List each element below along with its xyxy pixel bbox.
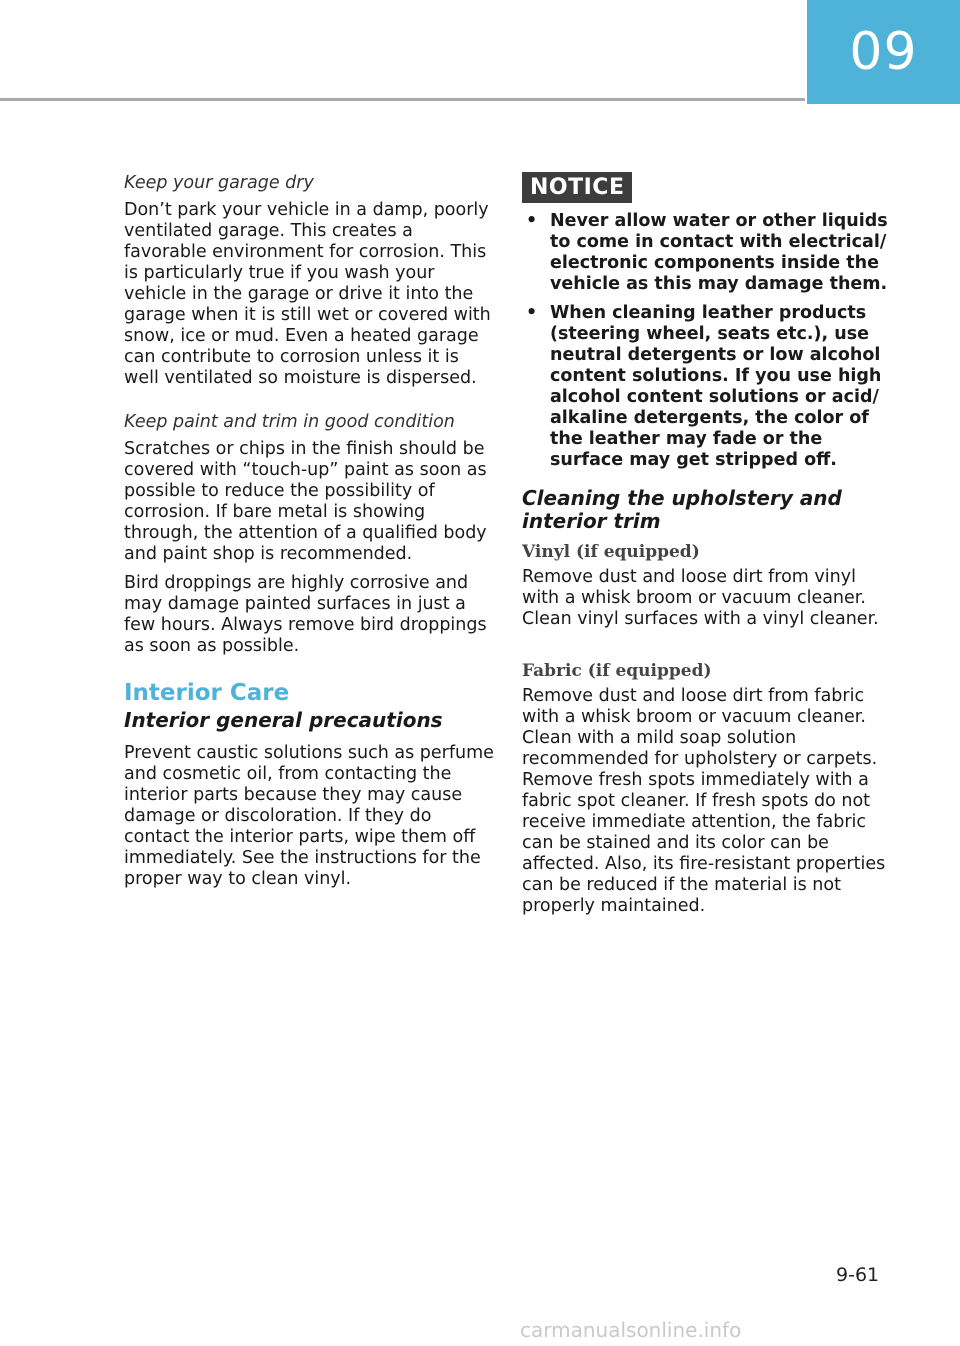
notice-list (522, 211, 892, 471)
notice-item-text: Never allow water or other liquids to come in contact with electrical/ electronic components inside the vehicle as this may damage them. (550, 211, 888, 294)
precautions-text: Prevent caustic solutions such as perfume and cosmetic oil, from contacting the interior parts because they may cause damage or discoloration. If they do contact the interior parts, wipe them off immediately. See the instructions for the proper way to clean vinyl. (124, 743, 494, 889)
notice-item-text: When cleaning leather products (steering wheel, seats etc.), use neutral detergents or low alcohol content solutions. If you use high alcohol content solutions or acid/ alkaline detergents, the color of the leather may fade or the surface may get stripped off. (550, 303, 882, 470)
upholstery-heading: Cleaning the upholstery and interior trim (522, 486, 842, 533)
left-column (124, 172, 494, 898)
bullet-icon: • (526, 303, 538, 323)
watermark: carmanualsonline.info (520, 1318, 742, 1342)
garage-dry-heading: Keep your garage dry (124, 173, 314, 193)
chapter-number: 09 (849, 22, 918, 82)
fabric-text: Remove dust and loose dirt from fabric with a whisk broom or vacuum cleaner. Clean with a mild soap solution recommended for upholstery or carpets. Remove fresh spots immediately with a fabric spot cleaner. If fresh spots do not receive immediate attention, the fabric can be stained and its color can be affected. Also, its fire-resistant properties can be reduced if the material is not properly maintained. (522, 686, 886, 916)
notice-badge: NOTICE (522, 172, 632, 203)
paint-trim-text: Scratches or chips in the finish should be covered with “touch-up” paint as soon as possible to reduce the possibility of corrosion. If bare metal is showing through, the attention of a qualified body and paint shop is recommended. (124, 439, 487, 564)
vinyl-text: Remove dust and loose dirt from vinyl with a whisk broom or vacuum cleaner. Clean vinyl surfaces with a vinyl cleaner. (522, 567, 879, 629)
section-subtitle: Interior general precautions (124, 708, 443, 732)
bullet-icon: • (526, 211, 538, 231)
paint-trim-heading: Keep paint and trim in good condition (124, 412, 455, 432)
header-rule (0, 98, 805, 101)
garage-dry-text: Don’t park your vehicle in a damp, poorly ventilated garage. This creates a favorable environment for corrosion. This is particularly true if you wash your vehicle in the garage or drive it into the garage when it is still wet or covered with snow, ice or mud. Even a heated garage can contribute to corrosion unless it is well ventilated so moisture is dispersed. (124, 200, 491, 388)
page-number: 9-61 (836, 1264, 880, 1286)
notice-item (522, 211, 892, 295)
vinyl-heading: Vinyl (if equipped) (522, 542, 700, 562)
chapter-tab (807, 0, 960, 104)
fabric-heading: Fabric (if equipped) (522, 661, 712, 681)
notice-item (522, 303, 892, 471)
section-title: Interior Care (124, 680, 290, 706)
bird-droppings-text: Bird droppings are highly corrosive and may damage painted surfaces in just a few hours. Always remove bird droppings as soon as possible. (124, 573, 487, 656)
right-column (522, 172, 892, 925)
